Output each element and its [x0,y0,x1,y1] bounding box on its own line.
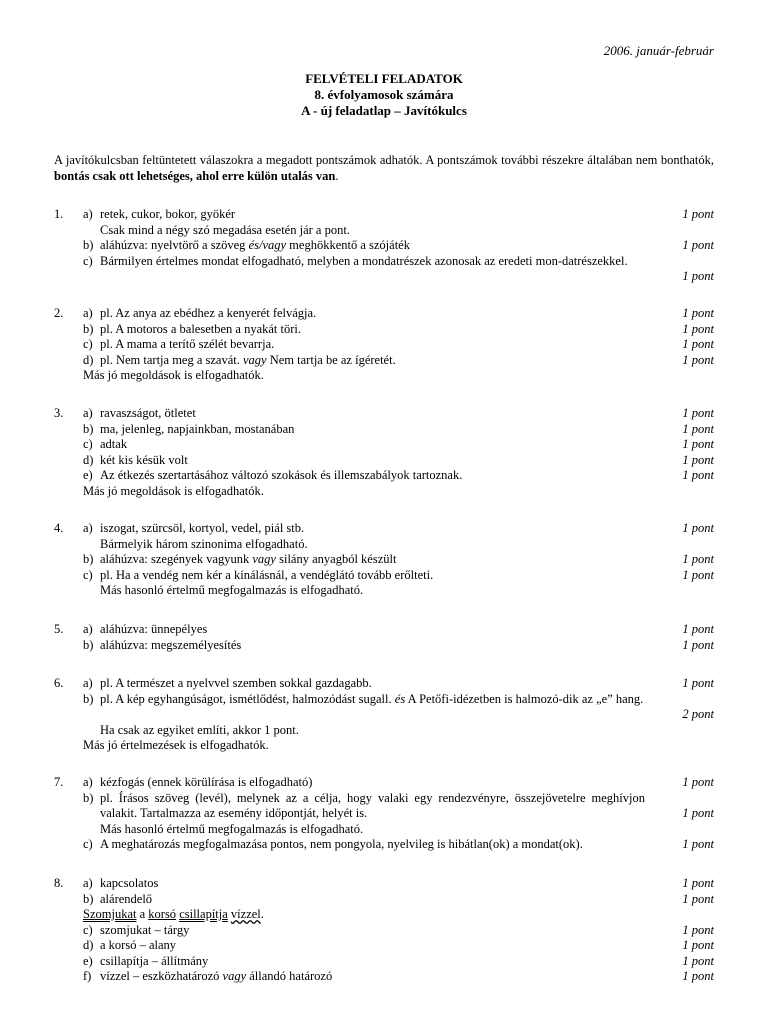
sentence-word-article: a [139,907,146,921]
question-3 [54,406,714,499]
points: 1 pont [682,676,714,690]
item-letter: a) [83,622,93,636]
answer-note: Ha csak az egyiket említi, akkor 1 pont. [100,722,299,737]
answer-text: pl. Nem tartja meg a szavát. vagy Nem tartja be az ígéretét. [100,352,396,367]
points: 1 pont [682,775,714,789]
item-letter: a) [83,406,93,420]
item-letter: c) [83,437,93,451]
answer-text: pl. A kép egyhangúságot, ismétlődést, halmozódást sugall. és A Petőfi-idézetben is halmozó-dik az „e” hang. [100,691,644,706]
item-letter: a) [83,306,93,320]
item-letter: a) [83,775,93,789]
title-line-1: FELVÉTELI FELADATOK [305,71,463,86]
item-letter: c) [83,337,93,351]
sentence-word-predicate: csillapítja [179,907,228,921]
points: 1 pont [682,552,714,566]
answer-text: kapcsolatos [100,876,159,890]
question-8 [54,876,714,985]
answer-text: pl. A mama a terítő szélét bevarrja. [100,337,275,351]
item-letter: b) [83,321,94,336]
item-letter: c) [83,567,93,582]
item-letter: d) [83,352,94,367]
points: 1 pont [682,637,714,652]
sentence-word-object: Szomjukat [83,907,137,921]
question-note: Más jó értelmezések is elfogadhatók. [83,738,269,752]
title-line-3: A - új feladatlap – Javítókulcs [301,103,467,118]
points: 1 pont [682,207,714,221]
points: 1 pont [682,938,714,952]
question-note: Más jó megoldások is elfogadhatók. [83,483,264,498]
answer-text: aláhúzva: ünnepélyes [100,622,208,636]
points: 1 pont [682,269,714,283]
answer-text: iszogat, szürcsöl, kortyol, vedel, piál stb. [100,521,305,535]
question-1 [54,207,714,285]
item-letter: a) [83,876,93,890]
answer-text: ravaszságot, ötletet [100,406,196,420]
item-letter: c) [83,253,93,268]
question-2 [54,306,714,384]
answer-text: szomjukat – tárgy [100,922,190,937]
points: 1 pont [682,806,714,820]
answer-text: pl. A motoros a balesetben a nyakát töri. [100,321,301,336]
document-title [0,71,768,119]
answer-note: Bármelyik három szinonima elfogadható. [100,536,308,551]
intro-text: A javítókulcsban feltüntetett válaszokra a megadott pontszámok adhatók. A pontszámok további részekre általában nem bonthatók, [54,153,714,167]
item-letter: a) [83,676,93,690]
points: 2 pont [682,707,714,721]
points: 1 pont [682,876,714,890]
answer-text: vízzel – eszközhatározó vagy állandó határozó [100,969,333,983]
answer-note: Más hasonló értelmű megfogalmazás is elfogadható. [100,821,364,836]
points: 1 pont [682,922,714,937]
answer-text: ma, jelenleg, napjainkban, mostanában [100,421,295,436]
item-letter: a) [83,521,93,535]
points: 1 pont [682,953,714,968]
points: 1 pont [682,337,714,351]
answer-text: retek, cukor, bokor, gyökér [100,207,236,221]
points: 1 pont [682,969,714,983]
points: 1 pont [682,352,714,367]
item-letter: b) [83,790,94,805]
points: 1 pont [682,437,714,451]
item-letter: b) [83,637,94,652]
question-number: 2. [54,306,64,320]
question-note: Más jó megoldások is elfogadhatók. [83,368,264,382]
points: 1 pont [682,306,714,320]
points: 1 pont [682,238,714,252]
points: 1 pont [682,321,714,336]
item-letter: b) [83,552,94,566]
sentence-word-adverbial: vízzel [230,907,261,921]
points: 1 pont [682,452,714,467]
answer-text: Bármilyen értelmes mondat elfogadható, melyben a mondatrészek azonosak az eredeti mon-datrészekkel. [100,253,628,268]
points: 1 pont [682,421,714,436]
answer-text: aláhúzva: nyelvtörő a szöveg és/vagy meghökkentő a szójáték [100,238,410,252]
answer-text: a korsó – alany [100,938,177,952]
answer-text: csillapítja – állítmány [100,953,209,968]
item-letter: e) [83,953,93,968]
item-letter: a) [83,207,93,221]
intro-bold-text: bontás csak ott lehetséges, ahol erre külön utalás van [54,168,336,183]
item-letter: b) [83,238,94,252]
answer-text: két kis késük volt [100,452,188,467]
intro-end: . [335,168,339,183]
points: 1 pont [682,521,714,535]
item-letter: d) [83,938,94,952]
question-number: 7. [54,775,64,789]
item-letter: f) [83,969,92,983]
question-4 [54,521,714,599]
answer-text: pl. A természet a nyelvvel szemben sokkal gazdagabb. [100,676,372,690]
points: 1 pont [682,468,714,482]
item-letter: e) [83,468,93,482]
answer-text: Az étkezés szertartásához változó szokások és illemszabályok tartoznak. [100,468,463,482]
item-letter: b) [83,891,94,906]
answer-text: kézfogás (ennek körülírása is elfogadható) [100,775,313,789]
question-number: 6. [54,676,64,690]
points: 1 pont [682,622,714,636]
answer-text: A meghatározás megfogalmazása pontos, nem pongyola, nyelvileg is hibátlan(ok) a mondat(ok). [100,837,583,851]
item-letter: c) [83,922,93,937]
question-6 [54,676,714,754]
answer-text: alárendelő [100,891,153,906]
question-7 [54,775,714,853]
answer-note: Csak mind a négy szó megadása esetén jár a pont. [100,222,350,237]
marked-sentence: Szomjukat a korsó csillapítja vízzel. [83,907,264,921]
question-number: 1. [54,207,64,221]
question-number: 3. [54,406,64,420]
points: 1 pont [682,891,714,906]
document-date: 2006. január-február [603,43,714,58]
answer-text: pl. Ha a vendég nem kér a kínálásnál, a vendéglátó tovább erőlteti. [100,567,434,582]
intro-paragraph [54,153,714,184]
item-letter: c) [83,837,93,851]
question-number: 8. [54,876,64,890]
question-number: 4. [54,521,64,535]
sentence-word-subject: korsó [148,907,177,921]
item-letter: b) [83,691,94,706]
points: 1 pont [682,567,714,582]
item-letter: d) [83,452,94,467]
item-letter: b) [83,421,94,436]
question-5 [54,622,714,653]
answer-text: adtak [100,437,128,451]
points: 1 pont [682,406,714,420]
answer-text: aláhúzva: megszemélyesítés [100,637,242,652]
answer-text: pl. Írásos szöveg (levél), melynek az a célja, hogy valaki egy rendezvényre, összejövetelre meghívjon valakit. Tartalmazza az esemény időpontját, helyét is. [100,790,645,820]
answer-text: pl. Az anya az ebédhez a kenyerét felvágja. [100,306,317,320]
answer-text: aláhúzva: szegények vagyunk vagy silány anyagból készült [100,552,397,566]
points: 1 pont [682,837,714,851]
question-number: 5. [54,622,64,636]
answer-note: Más hasonló értelmű megfogalmazás is elfogadható. [100,583,364,597]
title-line-2: 8. évfolyamosok számára [314,87,454,102]
